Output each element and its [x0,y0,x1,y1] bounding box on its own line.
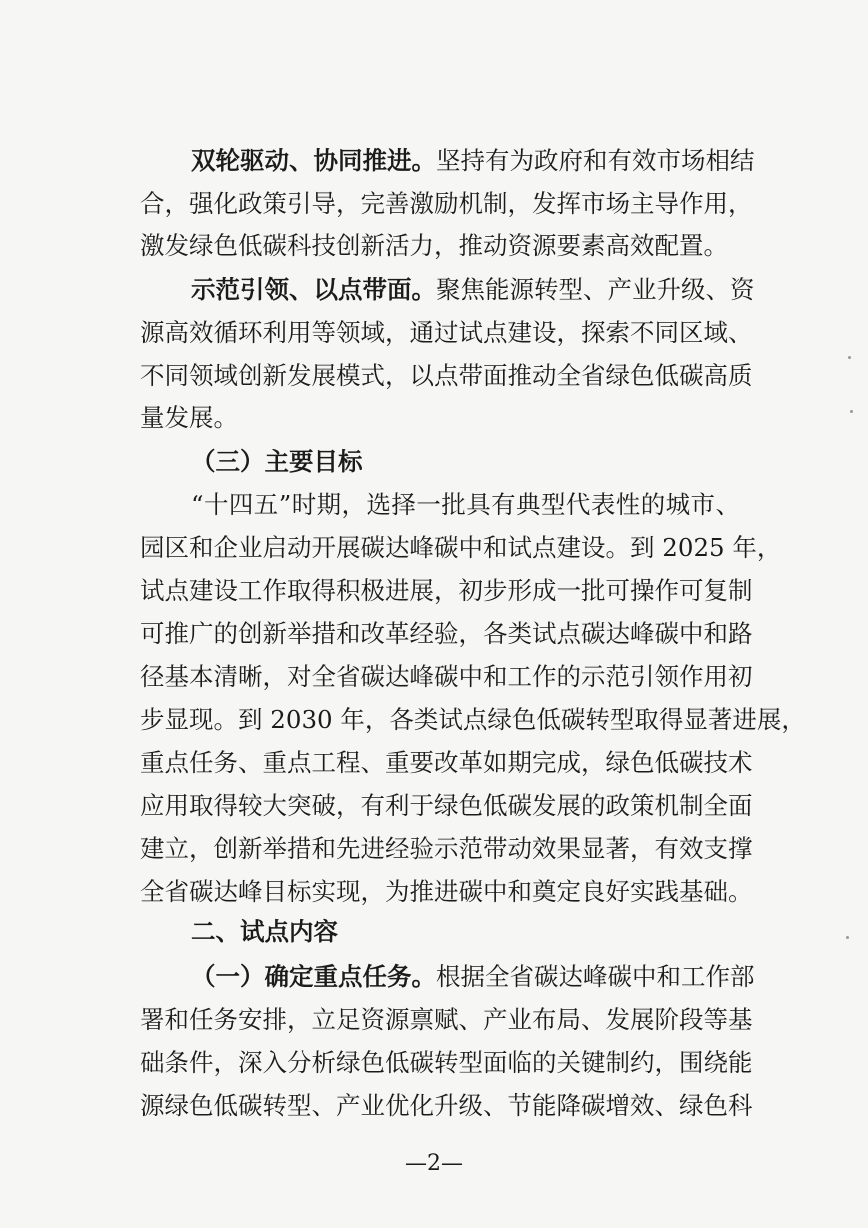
page-number: —2— [405,1151,463,1176]
section-heading: （三）主要目标 [191,447,363,476]
paragraph-heading: （一）确定重点任务。 [191,962,436,991]
scan-speck [850,410,853,413]
paragraph-line: 激发绿色低碳科技创新活力，推动资源要素高效配置。 [140,231,728,260]
paragraph-line: 园区和企业启动开展碳达峰碳中和试点建设。到 2025 年， [140,533,782,562]
paragraph-line: 源绿色低碳转型、产业优化升级、节能降碳增效、绿色科 [140,1091,753,1120]
paragraph-heading: 双轮驱动、协同推进。 [191,146,436,175]
paragraph-line: 合，强化政策引导，完善激励机制，发挥市场主导作用， [140,189,753,218]
scan-speck [848,356,851,359]
paragraph-line: 全省碳达峰目标实现，为推进碳中和奠定良好实践基础。 [140,877,753,906]
paragraph-line: 署和任务安排，立足资源禀赋、产业布局、发展阶段等基 [140,1005,753,1034]
paragraph-text: 根据全省碳达峰碳中和工作部 [436,962,755,991]
paragraph-line: 源高效循环利用等领域，通过试点建设，探索不同区域、 [140,318,753,347]
paragraph-line [191,146,755,176]
scan-speck [846,936,849,939]
paragraph-line: 重点任务、重点工程、重要改革如期完成，绿色低碳技术 [140,748,753,777]
chapter-heading: 二、试点内容 [191,917,338,946]
paragraph-line: 径基本清晰，对全省碳达峰碳中和工作的示范引领作用初 [140,662,753,691]
paragraph-line: 应用取得较大突破，有利于绿色低碳发展的政策机制全面 [140,791,753,820]
paragraph-line: “十四五”时期，选择一批具有典型代表性的城市、 [191,490,740,519]
paragraph-line [191,275,755,305]
paragraph-text: 坚持有为政府和有效市场相结 [436,146,755,175]
paragraph-line [191,962,755,992]
paragraph-line: 试点建设工作取得积极进展，初步形成一批可操作可复制 [140,576,753,605]
paragraph-line: 可推广的创新举措和改革经验，各类试点碳达峰碳中和路 [140,619,753,648]
paragraph-line: 建立，创新举措和先进经验示范带动效果显著，有效支撑 [140,834,753,863]
paragraph-line: 步显现。到 2030 年，各类试点绿色低碳转型取得显著进展， [140,705,806,734]
paragraph-heading: 示范引领、以点带面。 [191,275,436,304]
paragraph-line: 础条件，深入分析绿色低碳转型面临的关键制约，围绕能 [140,1048,753,1077]
paragraph-text: 聚焦能源转型、产业升级、资 [436,275,755,304]
paragraph-line: 不同领域创新发展模式，以点带面推动全省绿色低碳高质 [140,361,753,390]
paragraph-line: 量发展。 [140,403,238,432]
